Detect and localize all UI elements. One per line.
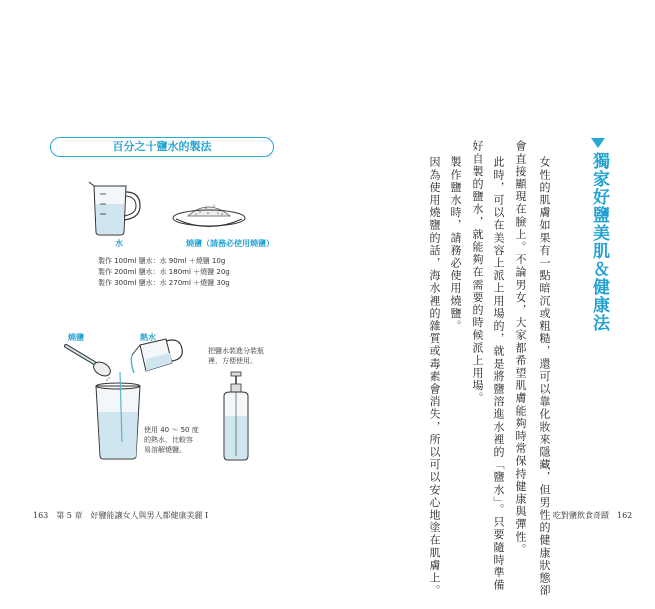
body-column-2: 會直接顯現在臉上。不論男女，大家都希望肌膚能夠時常保持健康與彈性。 [514,140,527,556]
section-heading: 獨家好鹽美肌＆健康法 [589,152,609,332]
body-column-3: 此時，可以在美容上派上用場的，就是將鹽溶進水裡的「鹽水」。只要隨時準備 [492,156,505,592]
recipe-item: 製作 200ml 鹽水：水 180ml ＋燒鹽 20g [98,268,230,276]
label-water: 水 [115,239,123,248]
note-line: 把鹽水裝進分裝瓶 [208,347,264,355]
recipe-item: 製作 100ml 鹽水：水 90ml ＋燒鹽 10g [98,257,226,265]
label-salt: 燒鹽（請務必使用燒鹽） [186,239,274,248]
label-salt-spoon: 燒鹽 [68,333,84,342]
note-line: 易溶解燒鹽。 [144,446,186,454]
page-footer-left: 163 第 5 章 好鹽能讓女人與男人都健康美麗 I [33,511,209,520]
note-line: 的熱水，比較容 [144,436,193,444]
page-footer-right: 吃對鹽飲食奇蹟 162 [553,511,633,520]
body-column-1: 女性的肌膚如果有一點暗沉或粗糙，還可以靠化妝來隱藏，但男性的健康狀態卻 [538,156,551,597]
note-line: 裡，方便使用。 [208,357,257,365]
section-title: 百分之十鹽水的製法 [50,137,274,157]
heading-triangle-icon [591,138,605,148]
body-column-5: 製作鹽水時，請務必使用燒鹽。 [449,156,462,333]
note-line: 使用 40 ～ 50 度 [144,426,199,434]
label-hot-water: 熱水 [140,333,156,342]
body-column-6: 因為使用燒鹽的話，海水裡的雜質或毒素會消失，所以可以安心地塗在肌膚上。 [428,156,441,597]
recipe-item: 製作 300ml 鹽水：水 270ml ＋燒鹽 30g [98,279,230,287]
body-column-4: 好自製的鹽水，就能夠在需要的時候派上用場。 [471,140,484,405]
